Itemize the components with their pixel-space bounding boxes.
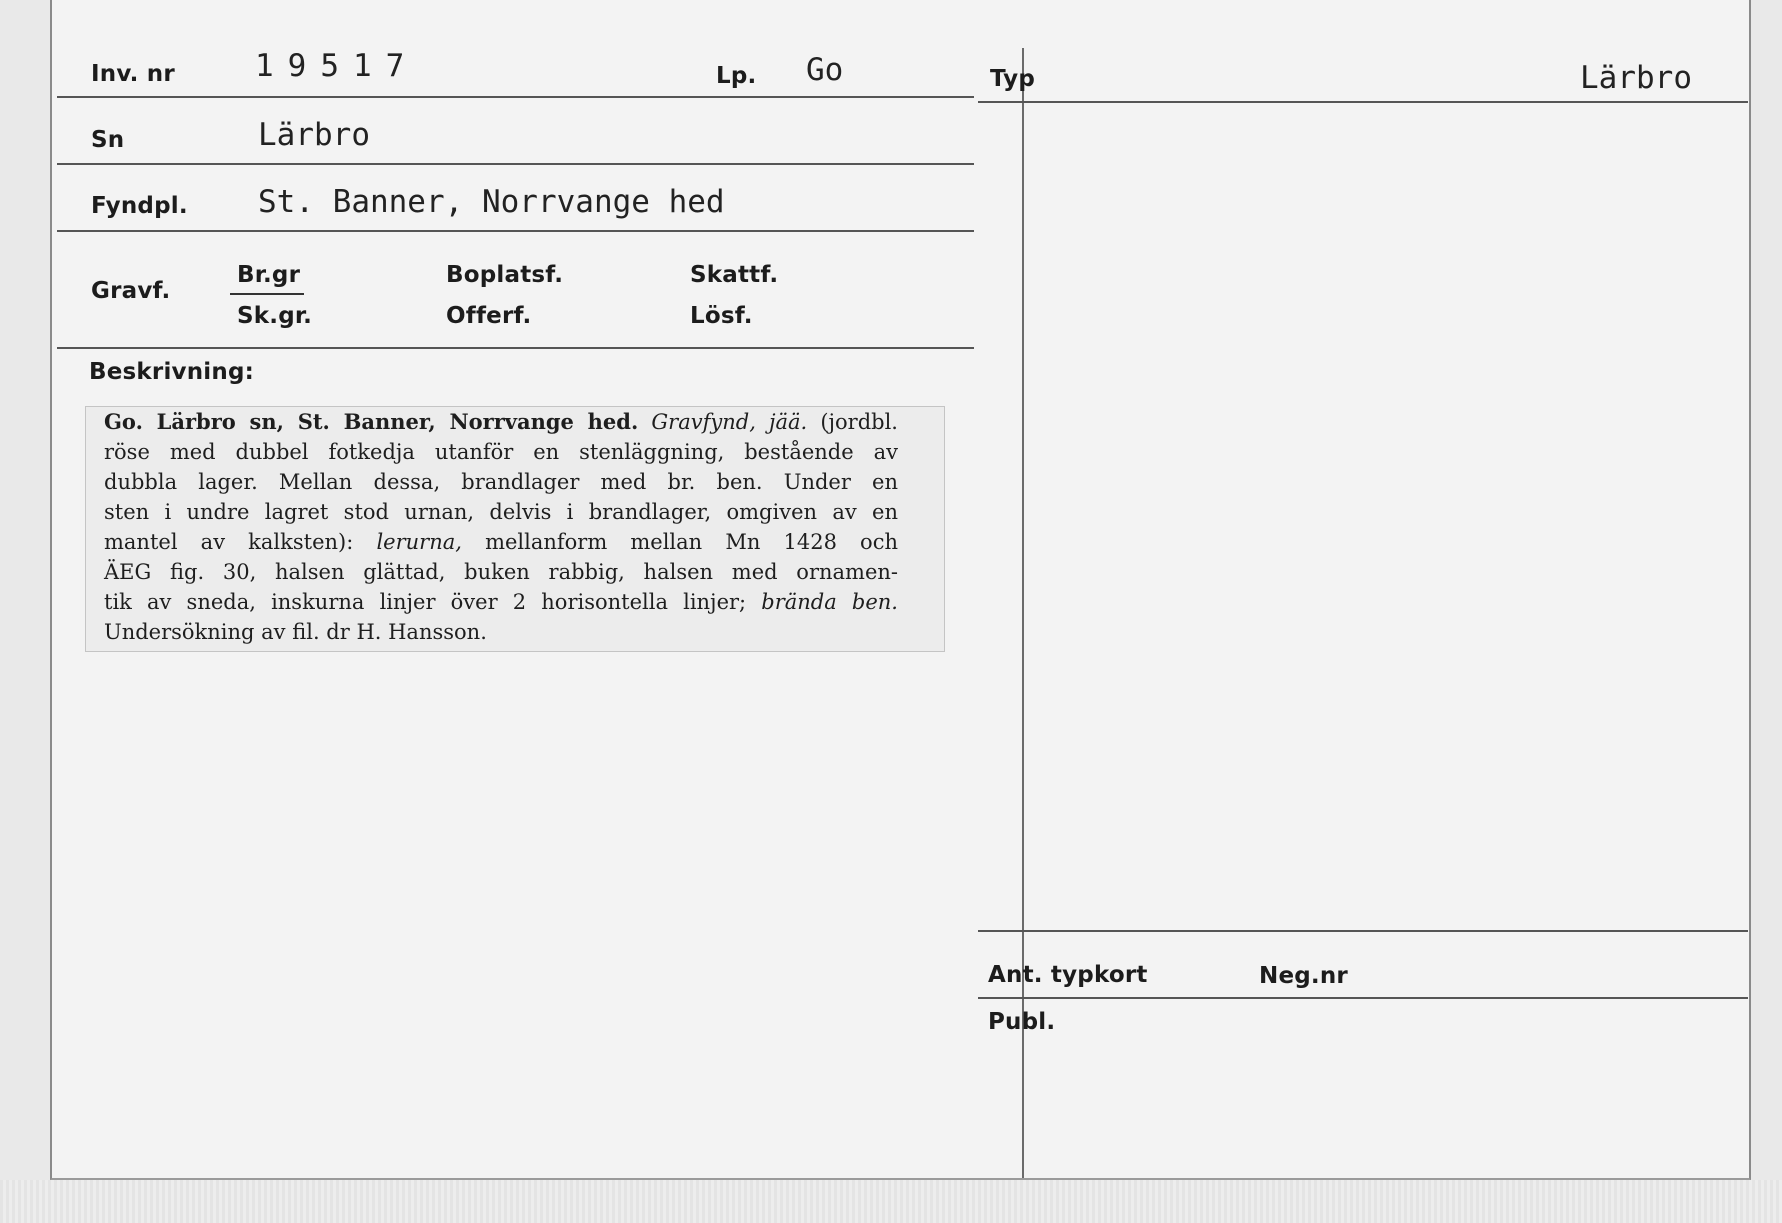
beskrivning-label: Beskrivning:	[89, 359, 255, 385]
description-category: Gravfynd, jää.	[651, 410, 808, 434]
inv-nr-label: Inv. nr	[91, 61, 175, 87]
ant-typkort-label: Ant. typkort	[988, 962, 1148, 988]
fyndpl-value: St. Banner, Norrvange hed	[258, 184, 725, 220]
gravf-label: Gravf.	[91, 278, 171, 304]
boplatsf-label: Boplatsf.	[446, 262, 564, 288]
description-heading: Go. Lärbro sn, St. Banner, Norrvange hed.	[104, 409, 639, 434]
description-line: tik av sneda, inskurna linjer över 2 horisontella linjer; brända ben.	[104, 590, 898, 614]
rule	[978, 997, 1748, 999]
sn-value: Lärbro	[258, 117, 370, 153]
lp-value: Go	[806, 52, 844, 88]
rule	[978, 101, 1748, 103]
rule	[57, 230, 974, 232]
inv-nr-value: 19517	[255, 48, 419, 84]
sn-label: Sn	[91, 127, 125, 153]
fyndpl-label: Fyndpl.	[91, 193, 188, 219]
description-line: Go. Lärbro sn, St. Banner, Norrvange hed. Gravfynd, jää. (jordbl.	[104, 409, 898, 434]
brgr-underline	[230, 293, 304, 295]
rule	[57, 96, 974, 98]
description-line: dubbla lager. Mellan dessa, brandlager med br. ben. Under en	[104, 470, 898, 494]
neg-nr-label: Neg.nr	[1259, 963, 1348, 989]
description-line: mantel av kalksten): lerurna, mellanform mellan Mn 1428 och	[104, 530, 898, 554]
publ-label: Publ.	[988, 1009, 1056, 1035]
description-line: Undersökning av fil. dr H. Hansson.	[104, 620, 487, 644]
description-line: röse med dubbel fotkedja utanför en stenläggning, bestående av	[104, 440, 898, 464]
typ-value: Lärbro	[1580, 60, 1692, 96]
skattf-label: Skattf.	[690, 262, 779, 288]
losf-label: Lösf.	[690, 303, 753, 329]
brgr-label: Br.gr	[237, 262, 301, 288]
description-line: sten i undre lagret stod urnan, delvis i brandlager, omgiven av en	[104, 500, 898, 524]
lp-label: Lp.	[716, 63, 757, 89]
rule	[978, 930, 1748, 932]
skgr-label: Sk.gr.	[237, 303, 313, 329]
rule	[57, 347, 974, 349]
scan-background	[0, 1180, 1782, 1223]
offerf-label: Offerf.	[446, 303, 532, 329]
typ-label: Typ	[990, 66, 1036, 92]
description-line: ÄEG fig. 30, halsen glättad, buken rabbig, halsen med ornamen-	[104, 560, 898, 584]
rule	[57, 163, 974, 165]
